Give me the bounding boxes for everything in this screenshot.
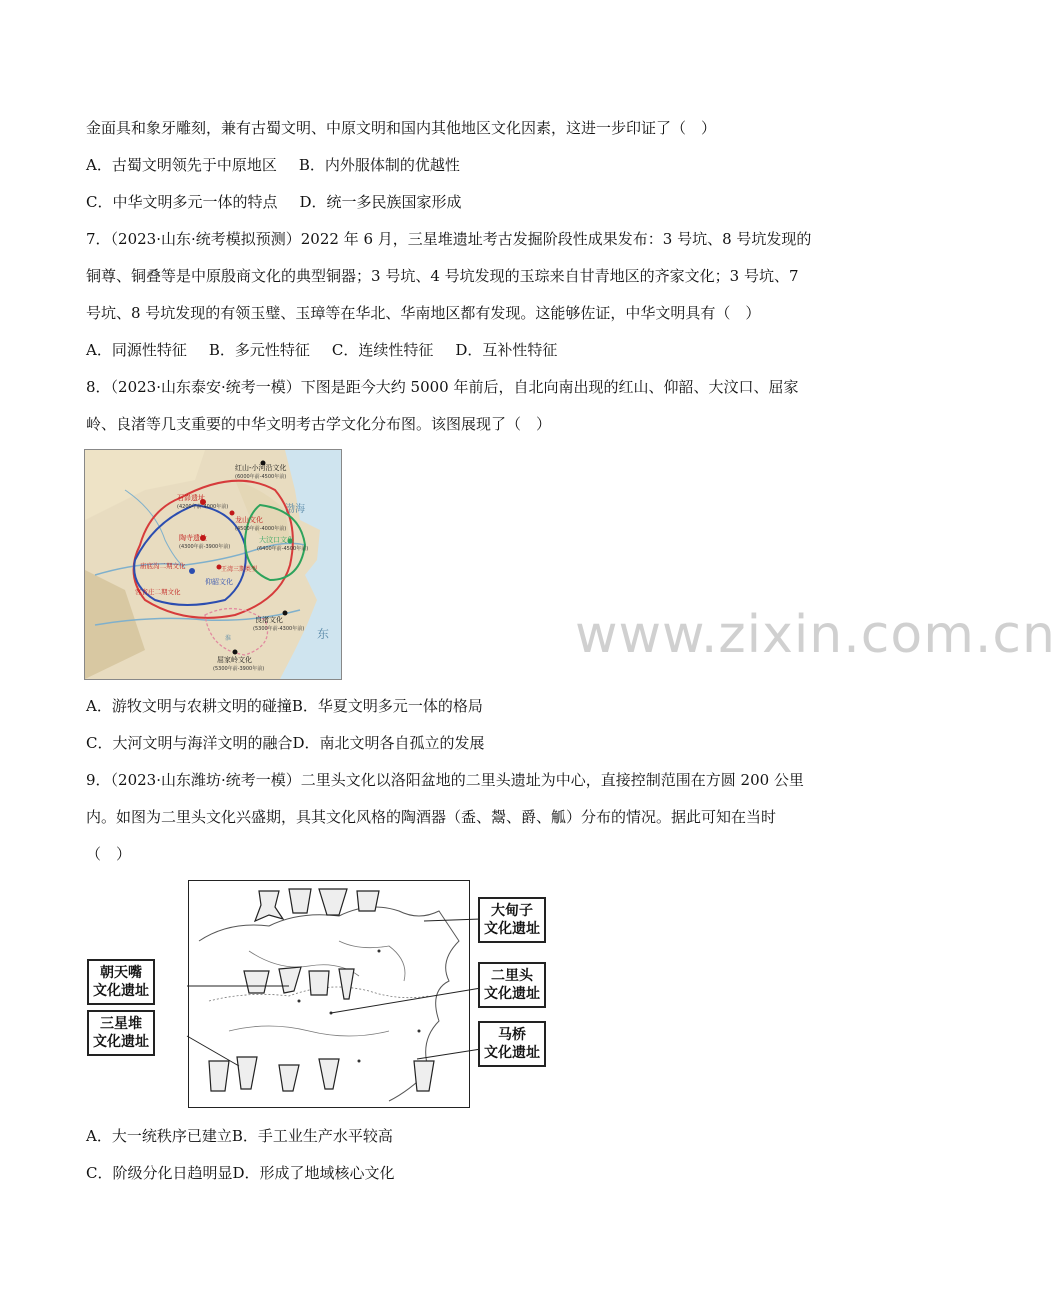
q6-option-a[interactable]: A．古蜀文明领先于中原地区	[86, 156, 277, 174]
q8-stem-line-1: 8．（2023·山东泰安·统考一模）下图是距今大约 5000 年前后，自北向南出现的红山、仰韶、大汶口、屈家	[86, 378, 799, 396]
q9-options-row1	[86, 1126, 393, 1146]
map-label-qujialing: 屈家岭文化	[217, 656, 252, 664]
q7-stem-line-1: 7．（2023·山东·统考模拟预测）2022 年 6 月，三星堆遗址考古发掘阶段性成果发布：3 号坑、8 号坑发现的	[86, 230, 812, 248]
watermark: www.zixin.com.cn	[575, 605, 1056, 665]
q6-option-b[interactable]: B．内外服体制的优越性	[298, 156, 460, 174]
map-label-hongshan: 红山-小河沿文化	[235, 464, 287, 472]
map-label-qujialing-date: (5300年前-3900年前)	[213, 666, 265, 672]
q6-option-c[interactable]: C．中华文明多元一体的特点	[86, 193, 278, 211]
label-maqiao-line2: 文化遗址	[484, 1045, 540, 1061]
q7-option-d[interactable]: D．互补性特征	[455, 341, 558, 359]
map-label-kehsheng: 客省庄二期文化	[135, 588, 181, 596]
q8-option-a[interactable]: A．游牧文明与农耕文明的碰撞	[86, 697, 292, 715]
map-label-longshan-date: (4500年前-4000年前)	[235, 526, 287, 532]
q8-options-row2	[86, 733, 485, 753]
map-label-liangzhu: 良渚文化	[255, 616, 283, 624]
label-sanxingdui-line1: 三星堆	[100, 1016, 142, 1032]
q6-stem-line: 金面具和象牙雕刻，兼有古蜀文明、中原文明和国内其他地区文化因素，这进一步印证了（ ）	[86, 119, 717, 137]
label-erlitou-line1: 二里头	[491, 968, 533, 984]
q6-options-row2	[86, 192, 462, 212]
label-maqiao	[478, 1021, 546, 1067]
q9-option-b[interactable]: B．手工业生产水平较高	[231, 1127, 393, 1145]
q6-options-row1	[86, 155, 460, 175]
label-chaotianzui	[87, 959, 155, 1005]
q8-options-row1	[86, 696, 483, 716]
q9-stem-line-3: （ ）	[86, 845, 132, 863]
label-sanxingdui	[87, 1010, 155, 1056]
label-chaotianzui-line1: 朝天嘴	[100, 965, 142, 981]
q9-option-d[interactable]: D．形成了地域核心文化	[232, 1164, 395, 1182]
label-dadianzi-line2: 文化遗址	[484, 921, 540, 937]
map-label-yangshao: 仰韶文化	[205, 578, 233, 586]
map-label-longshan: 龙山文化	[235, 516, 263, 524]
map-label-liangzhu-date: (5300年前-4300年前)	[253, 626, 305, 632]
q8-option-b[interactable]: B．华夏文明多元一体的格局	[291, 697, 483, 715]
label-dadianzi	[478, 897, 546, 943]
label-erlitou	[478, 962, 546, 1008]
q7-option-c[interactable]: C．连续性特征	[331, 341, 434, 359]
map-label-bohai: 渤海	[285, 504, 305, 515]
q6-option-d[interactable]: D．统一多民族国家形成	[299, 193, 462, 211]
map-label-erlitou: 王湾三期类型	[221, 566, 258, 573]
map-label-huai: 淮	[225, 635, 232, 642]
label-sanxingdui-line2: 文化遗址	[93, 1034, 149, 1050]
culture-distribution-map	[84, 449, 342, 680]
q9-stem-line-2: 内。如图为二里头文化兴盛期，具其文化风格的陶酒器（盉、鬶、爵、觚）分布的情况。据此可知在当时	[86, 808, 777, 826]
map-label-dong: 东	[317, 627, 330, 641]
q7-stem-line-2: 铜尊、铜叠等是中原殷商文化的典型铜器；3 号坑、4 号坑发现的玉琮来自甘青地区的齐家文化；3 号坑、7	[86, 267, 799, 285]
q9-stem-line-1: 9．（2023·山东潍坊·统考一模）二里头文化以洛阳盆地的二里头遗址为中心，直接控制范围在方圆 200 公里	[86, 771, 804, 789]
q8-option-d[interactable]: D．南北文明各自孤立的发展	[292, 734, 485, 752]
map-label-miaodigou: 庙底沟二期文化	[140, 562, 186, 570]
q9-option-a[interactable]: A．大一统秩序已建立	[86, 1127, 232, 1145]
q7-options	[86, 340, 557, 360]
q8-option-c[interactable]: C．大河文明与海洋文明的融合	[86, 734, 293, 752]
label-erlitou-line2: 文化遗址	[484, 986, 540, 1002]
label-chaotianzui-line2: 文化遗址	[93, 983, 149, 999]
q7-stem-line-3: 号坑、8 号坑发现的有领玉璧、玉璋等在华北、华南地区都有发现。这能够佐证，中华文明具有（ ）	[86, 304, 761, 322]
wine-vessel-distribution-map	[188, 880, 470, 1108]
map-label-taosi: 陶寺遗址	[179, 534, 207, 542]
map-label-dawenkou-date: (6400年前-4500年前)	[257, 546, 309, 552]
label-dadianzi-line1: 大甸子	[491, 903, 533, 919]
q9-option-c[interactable]: C．阶级分化日趋明显	[86, 1164, 233, 1182]
q7-option-b[interactable]: B．多元性特征	[208, 341, 310, 359]
map-label-hongshan-date: (6000年前-4500年前)	[235, 474, 287, 480]
map-label-shimao-date: (4200年前-4000年前)	[177, 504, 229, 510]
q7-option-a[interactable]: A．同源性特征	[86, 341, 187, 359]
label-maqiao-line1: 马桥	[498, 1027, 526, 1043]
map-label-taosi-date: (4300年前-3900年前)	[179, 544, 231, 550]
map-label-dawenkou: 大汶口文化	[259, 536, 294, 544]
q9-options-row2	[86, 1163, 395, 1183]
q8-stem-line-2: 岭、良渚等几支重要的中华文明考古学文化分布图。该图展现了（ ）	[86, 415, 552, 433]
map-label-shimao: 石峁遗址	[177, 494, 205, 502]
